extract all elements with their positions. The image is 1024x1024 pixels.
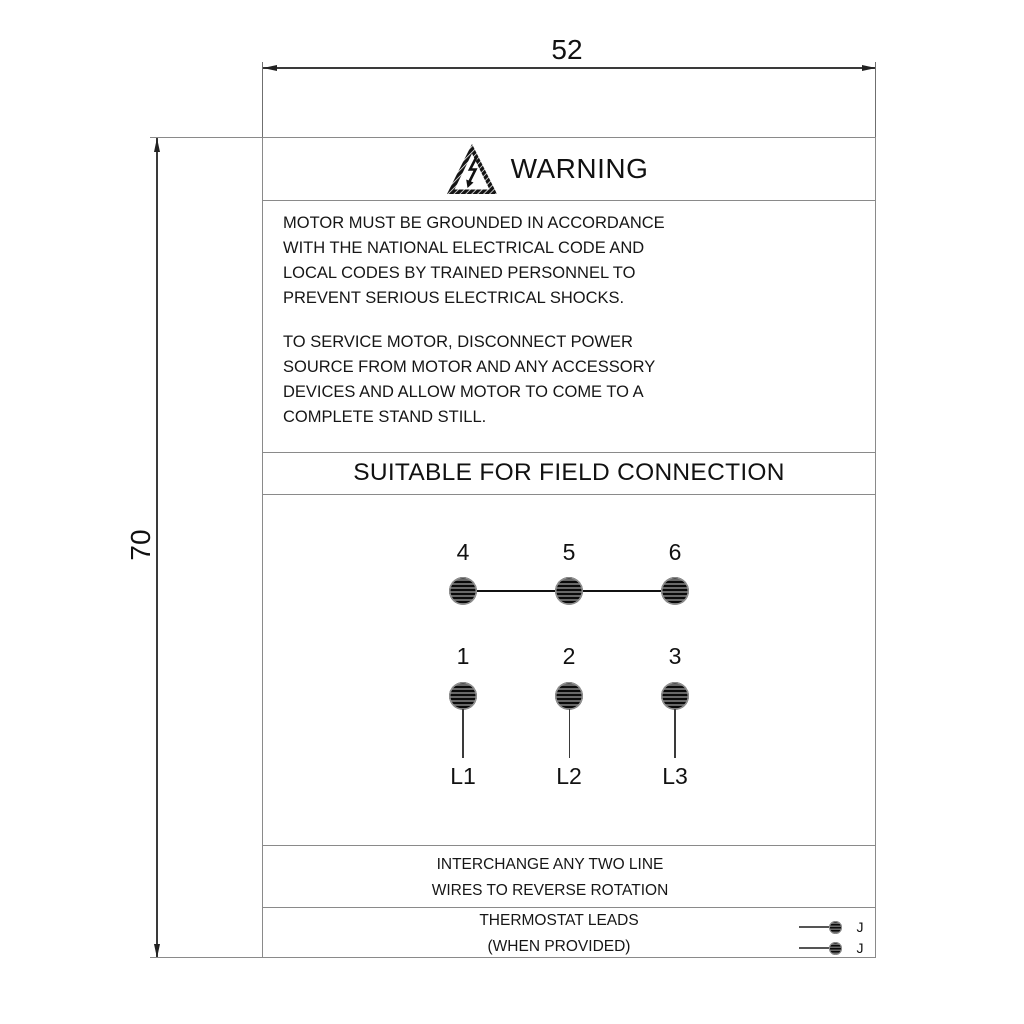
text-line: WITH THE NATIONAL ELECTRICAL CODE AND xyxy=(283,239,645,257)
text-line: DEVICES AND ALLOW MOTOR TO COME TO A xyxy=(283,383,644,401)
thermostat-lead-wire xyxy=(799,947,829,949)
terminal-number: 1 xyxy=(456,643,470,669)
warning-title: WARNING xyxy=(510,153,649,184)
thermostat-lead-wire xyxy=(799,926,829,928)
terminal-number: 6 xyxy=(668,539,682,565)
field-connection-title: SUITABLE FOR FIELD CONNECTION xyxy=(263,453,875,495)
extension-line xyxy=(150,957,263,958)
rotation-note-line: INTERCHANGE ANY TWO LINE xyxy=(436,856,664,873)
text-line: LOCAL CODES BY TRAINED PERSONNEL TO xyxy=(283,264,636,282)
rotation-note-line: WIRES TO REVERSE ROTATION xyxy=(431,882,669,899)
terminal-number: 2 xyxy=(562,643,576,669)
high-voltage-warning-icon xyxy=(446,142,498,196)
text-line: PREVENT SERIOUS ELECTRICAL SHOCKS. xyxy=(283,289,625,307)
text-line: TO SERVICE MOTOR, DISCONNECT POWER xyxy=(283,333,633,351)
thermostat-lead-label: J xyxy=(856,940,864,956)
dimension-arrow-right-icon xyxy=(862,65,876,71)
dimension-arrow-up-icon xyxy=(154,138,160,152)
extension-line xyxy=(875,62,876,137)
warning-header-band xyxy=(263,138,875,201)
line-lead-label: L1 xyxy=(450,763,476,789)
thermostat-note-line: (WHEN PROVIDED) xyxy=(487,938,631,955)
thermostat-note-line: THERMOSTAT LEADS xyxy=(479,912,639,929)
text-line: COMPLETE STAND STILL. xyxy=(283,408,487,426)
terminal-6-dot xyxy=(661,577,689,605)
text-line: SOURCE FROM MOTOR AND ANY ACCESSORY xyxy=(283,358,656,376)
dimension-arrow-down-icon xyxy=(154,944,160,958)
terminal-number: 4 xyxy=(456,539,470,565)
safety-text-section xyxy=(263,201,875,453)
width-dimension-line xyxy=(262,67,876,69)
terminal-number: 3 xyxy=(668,643,682,669)
extension-line xyxy=(262,62,263,137)
text-line: MOTOR MUST BE GROUNDED IN ACCORDANCE xyxy=(283,214,665,232)
terminal-3-dot xyxy=(661,682,689,710)
line-lead-label: L2 xyxy=(556,763,582,789)
rotation-note xyxy=(263,846,875,908)
dimension-arrow-left-icon xyxy=(263,65,277,71)
thermostat-lead-label: J xyxy=(856,919,864,935)
height-dimension-value: 70 xyxy=(125,529,156,561)
service-paragraph xyxy=(283,330,875,430)
extension-line xyxy=(150,137,263,138)
terminal-5-dot xyxy=(555,577,583,605)
terminal-2-dot xyxy=(555,682,583,710)
thermostat-lead-dot xyxy=(829,921,842,934)
line-wire xyxy=(569,709,571,758)
terminal-1-dot xyxy=(449,682,477,710)
line-lead-label: L3 xyxy=(662,763,688,789)
line-wire xyxy=(674,709,676,758)
terminal-connection-diagram xyxy=(263,495,875,846)
line-wire xyxy=(462,709,464,758)
terminal-number: 5 xyxy=(562,539,576,565)
width-dimension-value: 52 xyxy=(551,34,583,65)
height-dimension-line xyxy=(156,137,158,958)
terminal-4-dot xyxy=(449,577,477,605)
thermostat-note xyxy=(263,908,875,958)
motor-warning-label xyxy=(262,137,876,958)
grounding-paragraph xyxy=(283,211,875,311)
thermostat-lead-dot xyxy=(829,942,842,955)
